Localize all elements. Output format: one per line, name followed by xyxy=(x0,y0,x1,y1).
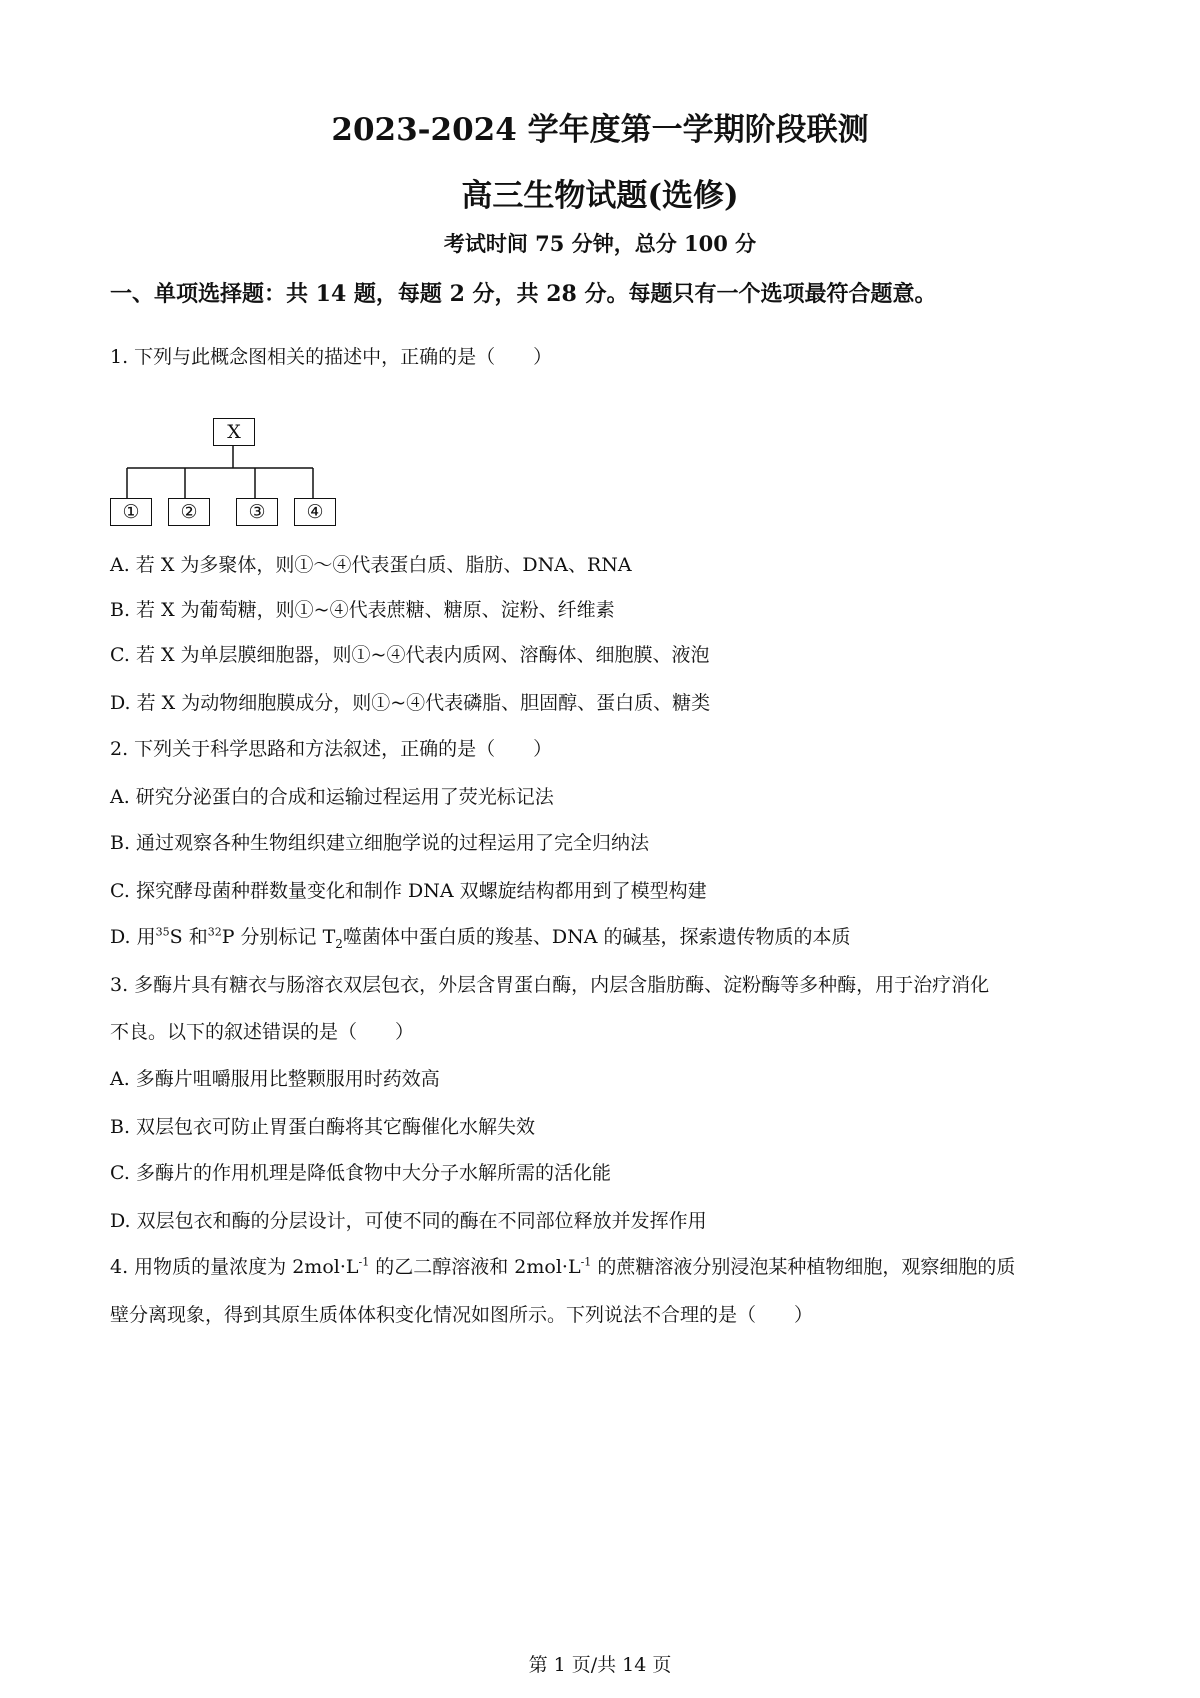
q1-stem: 1. 下列与此概念图相关的描述中，正确的是（ ） xyxy=(110,346,553,368)
exam-title: 2023-2024 学年度第一学期阶段联测 xyxy=(331,112,869,148)
q4-superscript: -1 xyxy=(580,1255,592,1269)
q4-stem-line1 xyxy=(110,1252,1015,1279)
q3-option-b: B. 双层包衣可防止胃蛋白酶将其它酶催化水解失效 xyxy=(110,1116,536,1138)
diagram-child-box: ① xyxy=(110,498,152,526)
q2-d-superscript: 35 xyxy=(155,925,170,939)
section-heading: 一、单项选择题：共 14 题，每题 2 分，共 28 分。每题只有一个选项最符合题意。 xyxy=(110,281,937,307)
q2-d-part: 噬菌体中蛋白质的羧基、DNA 的碱基，探索遗传物质的本质 xyxy=(342,926,851,948)
q1-option-a: A. 若 X 为多聚体，则①～④代表蛋白质、脂肪、DNA、RNA xyxy=(110,554,632,576)
q4-part: 的蔗糖溶液分别浸泡某种植物细胞，观察细胞的质 xyxy=(591,1256,1016,1278)
q4-part: 4. 用物质的量浓度为 2mol·L xyxy=(110,1256,359,1278)
q3-stem-line1: 3. 多酶片具有糖衣与肠溶衣双层包衣，外层含胃蛋白酶，内层含脂肪酶、淀粉酶等多种酶，用于治疗消化 xyxy=(110,974,990,996)
q2-option-d xyxy=(110,922,851,951)
q2-option-b: B. 通过观察各种生物组织建立细胞学说的过程运用了完全归纳法 xyxy=(110,832,650,854)
q2-stem: 2. 下列关于科学思路和方法叙述，正确的是（ ） xyxy=(110,738,553,760)
q2-option-c: C. 探究酵母菌种群数量变化和制作 DNA 双螺旋结构都用到了模型构建 xyxy=(110,880,707,902)
q2-d-superscript: 32 xyxy=(207,925,222,939)
q3-option-c: C. 多酶片的作用机理是降低食物中大分子水解所需的活化能 xyxy=(110,1162,611,1184)
q2-d-part: S 和 xyxy=(169,926,208,948)
q3-stem-line2: 不良。以下的叙述错误的是（ ） xyxy=(110,1021,415,1043)
q1-option-d: D. 若 X 为动物细胞膜成分，则①~④代表磷脂、胆固醇、蛋白质、糖类 xyxy=(110,692,711,714)
concept-diagram xyxy=(110,418,370,528)
q4-part: 的乙二醇溶液和 2mol·L xyxy=(369,1256,581,1278)
exam-subtitle: 高三生物试题(选修) xyxy=(461,178,739,214)
q2-option-a: A. 研究分泌蛋白的合成和运输过程运用了荧光标记法 xyxy=(110,786,554,808)
q1-option-b: B. 若 X 为葡萄糖，则①~④代表蔗糖、糖原、淀粉、纤维素 xyxy=(110,599,615,621)
q3-option-a: A. 多酶片咀嚼服用比整颗服用时药效高 xyxy=(110,1068,440,1090)
diagram-child-box: ④ xyxy=(294,498,336,526)
q4-superscript: -1 xyxy=(358,1255,370,1269)
q4-stem-line2: 壁分离现象，得到其原生质体体积变化情况如图所示。下列说法不合理的是（ ） xyxy=(110,1304,814,1326)
q2-d-part: P 分别标记 T xyxy=(221,926,336,948)
diagram-root-box: X xyxy=(213,418,255,446)
q2-d-subscript: 2 xyxy=(335,936,343,951)
q1-option-c: C. 若 X 为单层膜细胞器，则①~④代表内质网、溶酶体、细胞膜、液泡 xyxy=(110,644,710,666)
diagram-child-box: ③ xyxy=(236,498,278,526)
page-footer: 第 1 页/共 14 页 xyxy=(528,1654,672,1676)
q3-option-d: D. 双层包衣和酶的分层设计，可使不同的酶在不同部位释放并发挥作用 xyxy=(110,1210,707,1232)
q2-d-part: D. 用 xyxy=(110,926,156,948)
exam-info: 考试时间 75 分钟，总分 100 分 xyxy=(443,231,757,256)
diagram-child-box: ② xyxy=(168,498,210,526)
